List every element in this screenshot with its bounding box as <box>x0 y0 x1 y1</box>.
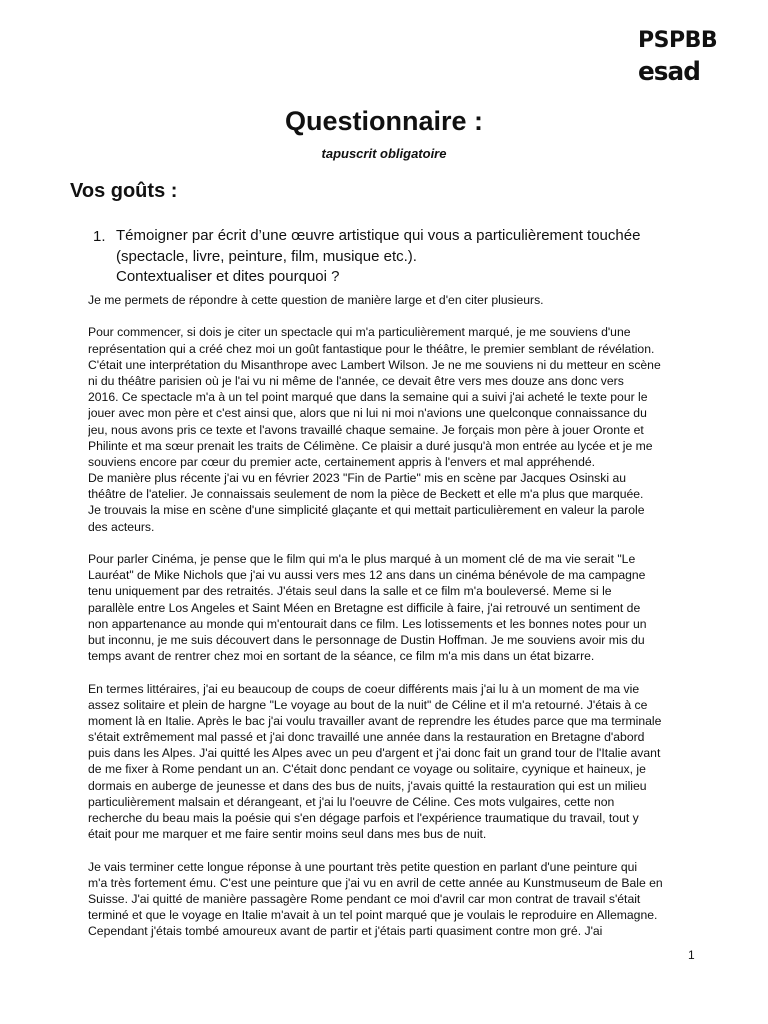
answer-text <box>88 292 694 940</box>
answer-line: Pour parler Cinéma, je pense que le film qui m'a le plus marqué à un moment clé de ma vie serait "Le <box>88 552 636 566</box>
answer-line: des acteurs. <box>88 519 155 534</box>
page-number: 1 <box>688 948 695 962</box>
answer-line: était pour me marquer et me faire sentir moins seul dans mes bus de nuit. <box>88 827 487 842</box>
answer-line: but inconnu, je me suis découvert dans le personnage de Dustin Hoffman. Je me souviens avoir mis du <box>88 632 645 647</box>
paragraph-gap <box>88 308 694 324</box>
answer-line: s'était extrêmement mal passé et j'ai donc travaillé une année dans la restauration en Bretagne d'abord <box>88 730 645 745</box>
answer-line: jeu, nous avons pris ce texte et l'avons travaillé chaque semaine. Je forçais mon père à jouer Oronte et <box>88 422 644 437</box>
paragraph-gap <box>88 842 694 858</box>
question-line: Contextualiser et dites pourquoi ? <box>116 268 340 285</box>
answer-line: De manière plus récente j'ai vu en février 2023 "Fin de Partie" mis en scène par Jacques Osinski au <box>88 471 627 486</box>
answer-line: Suisse. J'ai quitté de manière passagère Rome pendant ce moi d'avril car mon contrat de travail s'était <box>88 891 641 906</box>
answer-line: m'a très fortement ému. C'est une peinture que j'ai vu en avril de cette année au Kunstmuseum de Bale en <box>88 875 663 890</box>
answer-line: Je me permets de répondre à cette question de manière large et d'en citer plusieurs. <box>88 293 544 307</box>
answer-line: assez solitaire et plein de hargne "Le voyage au bout de la nuit" de Céline et il m'a retourné. J'étais à ce <box>88 697 648 712</box>
answer-line: moment là en Italie. Après le bac j'ai voulu travailler avant de reprendre les études parce que ma terminale <box>88 713 662 728</box>
answer-line: puis dans les Alpes. J'ai quitté les Alpes avec un peu d'argent et j'ai donc fait un grand tour de l'Italie avant <box>88 746 661 761</box>
answer-line: parallèle entre Los Angeles et Saint Méen en Bretagne est difficile à faire, j'ai retrouvé un sentiment de <box>88 600 641 615</box>
paragraph-gap <box>88 535 694 551</box>
answer-line: Je vais terminer cette longue réponse à une pourtant très petite question en parlant d'une peinture qui <box>88 859 638 874</box>
paragraph-gap <box>88 664 694 680</box>
answer-line: ni du théâtre parisien où je l'ai vu ni même de l'année, ce devait être vers mes douze ans donc vers <box>88 373 624 388</box>
answer-line: Philinte et ma sœur prenait les traits de Célimène. Ce plaisir a duré jusqu'à mon entrée au lycée et je me <box>88 438 653 453</box>
answer-line: dormais en auberge de jeunesse et dans des bus de nuits, j'avais quitté la restauration qui est un milieu <box>88 778 647 793</box>
answer-line: Pour commencer, si dois je citer un spectacle qui m'a particulièrement marqué, je me souviens d'une <box>88 325 631 340</box>
page-subtitle: tapuscrit obligatoire <box>321 146 447 161</box>
answer-line: 2016. Ce spectacle m'a à un tel point marqué que dans la semaine qui a suivi j'ai acheté le texte pour le <box>88 390 648 405</box>
answer-line: de me fixer à Rome pendant un an. C'était donc pendant ce voyage ou solitaire, cyynique et haineux, je <box>88 762 646 777</box>
question-number: 1. <box>93 228 106 245</box>
answer-line: recherche du beau mais la poésie qui s'en dégage parfois et l'expérience traumatique du travail, tout y <box>88 811 639 825</box>
esad-logo <box>638 30 718 88</box>
answer-line: tenu uniquement par des retraités. J'étais seul dans la salle et ce film m'a bouleversé. Meme si le <box>88 584 612 599</box>
answer-line: Cependant j'étais tombé amoureux avant de partir et j'étais parti quasiment contre mon gré. J'ai <box>88 924 603 939</box>
question-text <box>116 226 736 288</box>
answer-line: jouer avec mon père et c'est ainsi que, alors que ni lui ni moi n'avions une quelconque connaissance du <box>88 406 647 421</box>
answer-line: non appartenance au monde qui m'entourait dans ce film. Les lotissements et les bonnes notes pour un <box>88 616 647 631</box>
answer-line: En termes littéraires, j'ai eu beaucoup de coups de coeur différents mais j'ai lu à un moment de ma vie <box>88 681 640 696</box>
answer-line: C'était une interprétation du Misanthrope avec Lambert Wilson. Je ne me souviens ni du metteur en scène <box>88 357 661 372</box>
answer-line: particulièrement malsain et dérangeant, et j'ai lu l'oeuvre de Céline. Ces mots vulgaires, cette non <box>88 794 615 809</box>
answer-line: théâtre de l'atelier. Je connaissais seulement de nom la pièce de Beckett et elle m'a plus que marquée. <box>88 487 644 502</box>
question-line: Témoigner par écrit d’une œuvre artistique qui vous a particulièrement touchée <box>116 227 641 244</box>
answer-line: temps avant de rentrer chez moi en sortant de la séance, ce film m'a mis dans un état bizarre. <box>88 649 595 664</box>
answer-line: Lauréat" de Mike Nichols que j'ai vu aussi vers mes 12 ans dans un cinéma bénévole de ma campagne <box>88 568 646 583</box>
answer-line: souviens encore par cœur du premier acte, certainement appris à l'envers et mal appréhendé. <box>88 454 596 469</box>
logo-wordmark-bottom: esad <box>638 57 701 87</box>
logo-wordmark-top: PSPBB <box>638 28 718 53</box>
answer-line: terminé et que le voyage en Italie m'avait à un tel point marqué que je voulais le reproduire en Allemagne. <box>88 908 658 923</box>
question-line: (spectacle, livre, peinture, film, musique etc.). <box>116 247 417 265</box>
answer-line: Je trouvais la mise en scène d'une simplicité glaçante et qui mettait particulièrement en valeur la parole <box>88 503 645 518</box>
page-title: Questionnaire : <box>284 106 484 136</box>
answer-line: représentation qui a créé chez moi un goût fantastique pour le théâtre, le premier semblant de révélation. <box>88 341 655 356</box>
section-title: Vos goûts : <box>70 180 178 202</box>
